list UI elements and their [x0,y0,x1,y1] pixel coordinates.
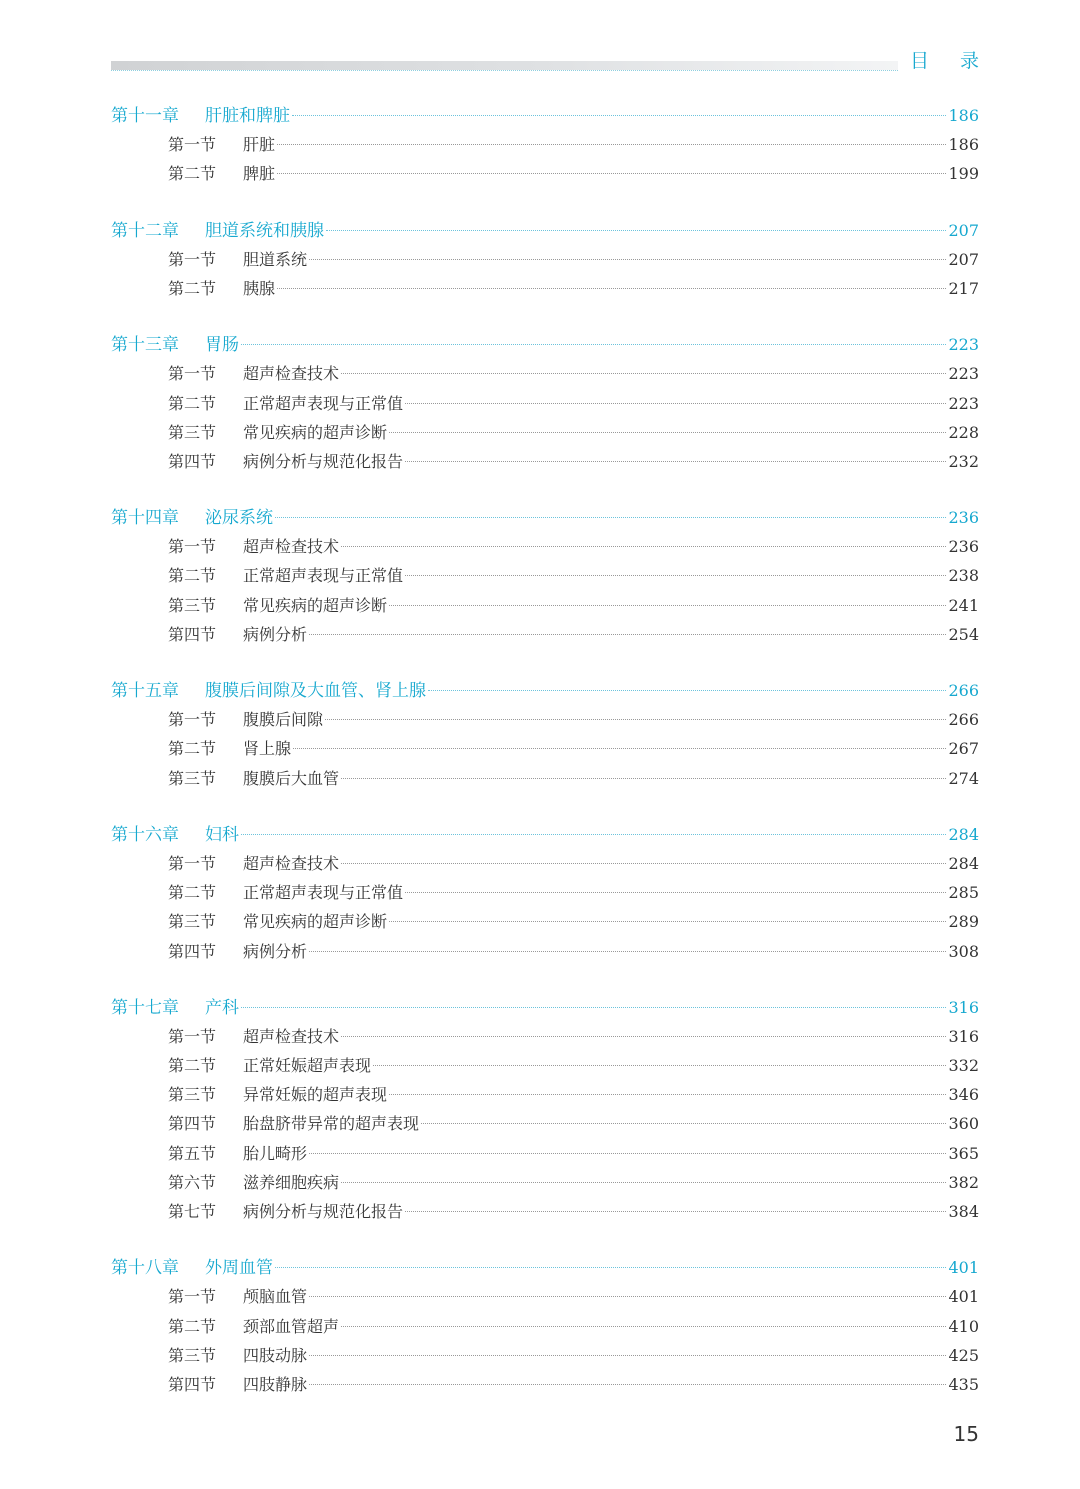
toc-section-entry[interactable] [111,734,979,763]
table-of-contents [111,101,979,1426]
toc-chapter-group [111,330,979,476]
section-number: 第二节 [168,393,217,413]
header-title [910,46,980,73]
section-page-number: 316 [948,1026,979,1046]
section-number: 第四节 [168,624,217,644]
toc-section-entry[interactable] [111,159,979,188]
section-heading [168,937,307,966]
section-heading [168,1022,339,1051]
dot-leader [326,230,946,231]
section-heading [168,878,403,907]
toc-section-entry[interactable] [111,1168,979,1197]
section-page-number: 274 [948,768,979,788]
section-page-number: 401 [948,1287,979,1307]
chapter-heading [111,1254,273,1283]
section-page-number: 228 [948,422,979,442]
chapter-page-number: 223 [948,335,979,355]
section-page-number: 266 [948,710,979,730]
section-title: 正常超声表现与正常值 [243,566,404,586]
section-number: 第一节 [168,710,217,730]
toc-section-entry[interactable] [111,1282,979,1311]
dot-leader [325,719,946,720]
toc-section-entry[interactable] [111,1197,979,1226]
toc-chapter-entry[interactable] [111,993,979,1022]
section-title: 胎盘脐带异常的超声表现 [243,1114,420,1134]
toc-chapter-entry[interactable] [111,676,979,705]
toc-section-entry[interactable] [111,130,979,159]
dot-leader [292,115,946,116]
section-number: 第三节 [168,595,217,615]
section-number: 第二节 [168,1316,217,1336]
chapter-heading [111,994,239,1023]
header-dotted-rule [111,70,898,71]
section-heading [168,245,307,274]
dot-leader [421,1123,946,1124]
section-page-number: 284 [948,853,979,873]
section-title: 超声检查技术 [243,537,340,557]
section-number: 第二节 [168,278,217,298]
section-number: 第三节 [168,1345,217,1365]
section-number: 第二节 [168,566,217,586]
section-number: 第四节 [168,451,217,471]
section-number: 第四节 [168,941,217,961]
section-page-number: 254 [948,624,979,644]
section-title: 超声检查技术 [243,1026,340,1046]
toc-section-entry[interactable] [111,561,979,590]
chapter-title: 胆道系统和胰腺 [205,220,324,241]
toc-section-entry[interactable] [111,907,979,936]
section-page-number: 236 [948,537,979,557]
page-header [0,0,1080,80]
toc-chapter-entry[interactable] [111,216,979,245]
section-heading [168,274,275,303]
section-heading [168,1197,403,1226]
toc-chapter-entry[interactable] [111,101,979,130]
section-heading [168,130,275,159]
section-number: 第一节 [168,135,217,155]
dot-leader [277,173,946,174]
toc-section-entry[interactable] [111,1370,979,1399]
dot-leader [275,1267,946,1268]
section-heading [168,591,387,620]
dot-leader [277,144,946,145]
dot-leader [389,605,946,606]
dot-leader [309,634,946,635]
toc-section-entry[interactable] [111,418,979,447]
toc-section-entry[interactable] [111,937,979,966]
toc-chapter-group [111,503,979,649]
section-page-number: 238 [948,566,979,586]
toc-section-entry[interactable] [111,389,979,418]
section-title: 肝脏 [243,135,276,155]
dot-leader [428,690,946,691]
section-number: 第四节 [168,1114,217,1134]
toc-section-entry[interactable] [111,620,979,649]
section-number: 第一节 [168,249,217,269]
section-page-number: 241 [948,595,979,615]
dot-leader [275,517,946,518]
section-title: 胎儿畸形 [243,1143,308,1163]
chapter-number: 第十六章 [111,824,179,845]
toc-section-entry[interactable] [111,591,979,620]
section-title: 胆道系统 [243,249,308,269]
dot-leader [309,951,946,952]
chapter-heading [111,217,324,246]
section-title: 胰腺 [243,278,276,298]
section-page-number: 410 [948,1316,979,1336]
section-page-number: 435 [948,1374,979,1394]
section-title: 异常妊娠的超声表现 [243,1085,388,1105]
section-title: 病例分析与规范化报告 [243,451,404,471]
section-title: 正常超声表现与正常值 [243,883,404,903]
header-title-part1: 目 [909,50,930,72]
section-heading [168,907,387,936]
dot-leader [341,863,946,864]
section-page-number: 425 [948,1345,979,1365]
toc-section-entry[interactable] [111,1312,979,1341]
dot-leader [405,461,946,462]
section-page-number: 232 [948,451,979,471]
chapter-title: 肝脏和脾脏 [205,106,290,126]
section-title: 滋养细胞疾病 [243,1172,340,1192]
toc-chapter-entry[interactable] [111,820,979,849]
section-heading [168,159,275,188]
section-page-number: 360 [948,1114,979,1134]
dot-leader [389,432,946,433]
section-heading [168,1109,419,1138]
section-heading [168,1051,371,1080]
page-number: 15 [953,1422,979,1446]
toc-section-entry[interactable] [111,245,979,274]
toc-chapter-group [111,216,979,304]
section-page-number: 223 [948,393,979,413]
section-title: 腹膜后大血管 [243,768,340,788]
section-number: 第四节 [168,1374,217,1394]
toc-section-entry[interactable] [111,532,979,561]
chapter-page-number: 207 [948,220,979,240]
section-number: 第五节 [168,1143,217,1163]
section-page-number: 186 [948,135,979,155]
dot-leader [309,259,946,260]
section-heading [168,389,403,418]
section-heading [168,1168,339,1197]
section-number: 第二节 [168,1056,217,1076]
section-title: 颅脑血管 [243,1287,308,1307]
section-heading [168,849,339,878]
section-title: 病例分析与规范化报告 [243,1202,404,1221]
section-number: 第三节 [168,1085,217,1105]
section-page-number: 267 [948,739,979,759]
section-title: 常见疾病的超声诊断 [243,595,388,615]
toc-section-entry[interactable] [111,1080,979,1109]
dot-leader [309,1296,946,1297]
toc-section-entry[interactable] [111,1109,979,1138]
section-number: 第六节 [168,1172,217,1192]
toc-section-entry[interactable] [111,1341,979,1370]
toc-section-entry[interactable] [111,1051,979,1080]
section-heading [168,1080,387,1109]
section-page-number: 207 [948,249,979,269]
section-title: 超声检查技术 [243,853,340,873]
toc-section-entry[interactable] [111,1022,979,1051]
section-title: 正常妊娠超声表现 [243,1056,372,1076]
section-heading [168,705,323,734]
chapter-heading [111,677,426,706]
section-number: 第七节 [168,1202,217,1221]
section-page-number: 308 [948,941,979,961]
dot-leader [405,403,946,404]
toc-chapter-group [111,1253,979,1399]
dot-leader [277,288,946,289]
section-title: 四肢动脉 [243,1345,308,1365]
section-title: 超声检查技术 [243,364,340,384]
section-page-number: 365 [948,1143,979,1163]
toc-section-entry[interactable] [111,359,979,388]
section-title: 常见疾病的超声诊断 [243,422,388,442]
toc-chapter-entry[interactable] [111,503,979,532]
toc-section-entry[interactable] [111,764,979,793]
section-heading [168,1312,339,1341]
chapter-number: 第十四章 [111,508,179,529]
dot-leader [341,1326,946,1327]
section-page-number: 382 [948,1172,979,1192]
toc-section-entry[interactable] [111,447,979,476]
toc-section-entry[interactable] [111,274,979,303]
section-heading [168,734,291,763]
section-number: 第二节 [168,739,217,759]
chapter-number: 第十五章 [111,681,179,701]
section-title: 正常超声表现与正常值 [243,393,404,413]
dot-leader [405,575,946,576]
dot-leader [341,373,946,374]
dot-leader [309,1355,946,1356]
section-page-number: 217 [948,278,979,298]
dot-leader [405,892,946,893]
section-number: 第一节 [168,1287,217,1307]
section-page-number: 285 [948,883,979,903]
section-number: 第二节 [168,164,217,184]
section-page-number: 332 [948,1056,979,1076]
section-heading [168,359,339,388]
section-page-number: 384 [948,1202,979,1221]
chapter-heading [111,331,239,360]
toc-chapter-group [111,820,979,966]
toc-chapter-entry[interactable] [111,330,979,359]
dot-leader [341,778,946,779]
section-title: 颈部血管超声 [243,1316,340,1336]
section-page-number: 346 [948,1085,979,1105]
dot-leader [293,748,946,749]
toc-chapter-group [111,101,979,189]
section-number: 第一节 [168,853,217,873]
header-title-part2: 录 [959,50,980,72]
section-heading [168,1139,307,1168]
section-heading [168,1282,307,1311]
chapter-heading [111,102,290,131]
toc-section-entry[interactable] [111,878,979,907]
section-title: 腹膜后间隙 [243,710,324,730]
section-heading [168,418,387,447]
section-number: 第三节 [168,912,217,932]
chapter-page-number: 236 [948,508,979,528]
chapter-title: 胃肠 [205,335,239,356]
section-title: 脾脏 [243,164,276,184]
toc-section-entry[interactable] [111,705,979,734]
dot-leader [373,1065,946,1066]
chapter-number: 第十二章 [111,220,179,241]
chapter-title: 泌尿系统 [205,508,273,529]
section-page-number: 223 [948,364,979,384]
toc-section-entry[interactable] [111,1139,979,1168]
chapter-page-number: 401 [948,1258,979,1278]
chapter-heading [111,821,239,850]
chapter-title: 产科 [205,997,239,1018]
section-title: 常见疾病的超声诊断 [243,912,388,932]
section-heading [168,447,403,476]
chapter-title: 腹膜后间隙及大血管、肾上腺 [205,681,426,701]
dot-leader [341,546,946,547]
chapter-page-number: 266 [948,681,979,700]
chapter-number: 第十八章 [111,1258,179,1279]
dot-leader [341,1036,946,1037]
chapter-number: 第十一章 [111,106,179,126]
section-number: 第二节 [168,883,217,903]
chapter-page-number: 316 [948,997,979,1017]
dot-leader [309,1384,946,1385]
chapter-number: 第十三章 [111,335,179,356]
section-title: 肾上腺 [243,739,292,759]
chapter-page-number: 284 [948,824,979,844]
section-title: 病例分析 [243,941,308,961]
dot-leader [341,1182,946,1183]
section-page-number: 289 [948,912,979,932]
dot-leader [405,1211,946,1212]
header-gradient-bar [111,61,898,70]
toc-chapter-group [111,676,979,793]
dot-leader [389,921,946,922]
section-title: 病例分析 [243,624,308,644]
chapter-title: 外周血管 [205,1258,273,1279]
section-heading [168,764,339,793]
dot-leader [241,834,946,835]
chapter-title: 妇科 [205,824,239,845]
section-heading [168,1341,307,1370]
toc-section-entry[interactable] [111,849,979,878]
toc-chapter-group [111,993,979,1227]
section-number: 第三节 [168,422,217,442]
chapter-number: 第十七章 [111,997,179,1018]
dot-leader [241,344,946,345]
section-heading [168,1370,307,1399]
section-number: 第三节 [168,768,217,788]
dot-leader [241,1007,946,1008]
section-page-number: 199 [948,164,979,184]
section-number: 第一节 [168,537,217,557]
section-title: 四肢静脉 [243,1374,308,1394]
chapter-heading [111,504,273,533]
section-number: 第一节 [168,1026,217,1046]
toc-chapter-entry[interactable] [111,1253,979,1282]
section-heading [168,620,307,649]
dot-leader [389,1094,946,1095]
dot-leader [309,1153,946,1154]
chapter-page-number: 186 [948,106,979,125]
section-heading [168,532,339,561]
section-number: 第一节 [168,364,217,384]
section-heading [168,561,403,590]
